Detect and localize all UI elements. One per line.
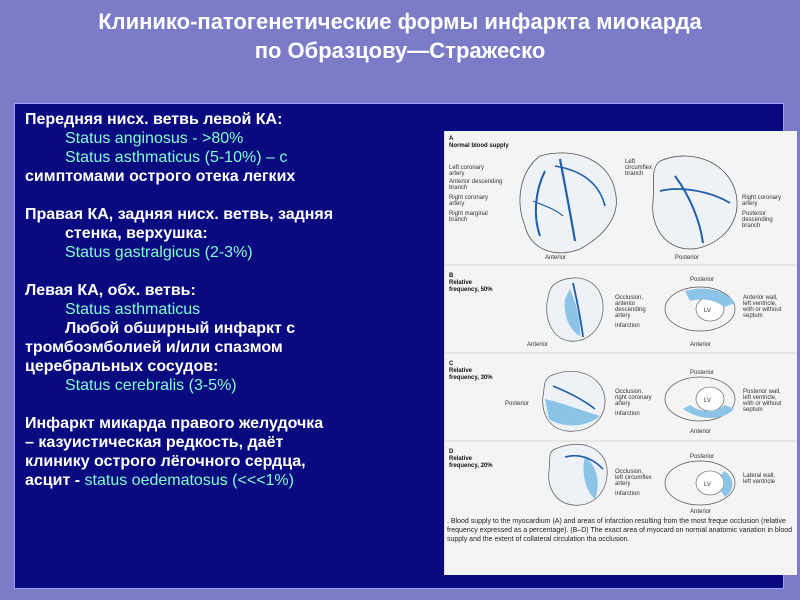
panel-a-letter: A (449, 136, 454, 142)
crosssection-d (665, 461, 735, 505)
label-a-1: Left coronary (449, 165, 485, 171)
label-b-anterior-2: Anterior (690, 342, 712, 348)
label-c-right-2: left ventricle, (743, 395, 777, 401)
label-d-anterior: Anterior (690, 509, 712, 515)
section-4-line-2: – казуистическая редкость, даёт (25, 434, 284, 451)
heart-d (549, 444, 608, 505)
label-a-6: artery (449, 201, 465, 207)
label-c-2: right coronary (615, 395, 652, 401)
content-panel (14, 103, 792, 589)
label-a-right-1: Right coronary (742, 195, 782, 201)
section-1-item-2: Status asthmaticus (5-10%) – с (65, 149, 288, 166)
section-3-item-1: Status asthmaticus (65, 301, 201, 318)
title-line-2: по Образцову—Стражеско (254, 38, 546, 63)
panel-d-letter: D (449, 449, 454, 455)
label-c-anterior: Anterior (690, 429, 712, 435)
section-3-item-last: Status cerebralis (3-5%) (65, 377, 237, 394)
label-c-infarction: Infarction (615, 411, 640, 417)
label-a-mid-3: branch (625, 171, 644, 177)
panel-c-letter: C (449, 361, 454, 367)
label-c-right-4: septum (743, 407, 763, 413)
label-c-lv: LV (704, 398, 711, 404)
label-b-1: Occlusion, (615, 295, 644, 301)
label-a-right-5: branch (742, 223, 761, 229)
label-a-7: Right marginal (449, 211, 488, 217)
title-line-1: Клинико-патогенетические формы инфаркта миокарда (98, 9, 702, 34)
label-d-1: Occlusion, (615, 469, 644, 475)
label-a-4: branch (449, 185, 468, 191)
section-3-continuation-2: церебральных сосудов: (25, 358, 219, 375)
label-c-posterior: Posterior (505, 401, 530, 407)
label-b-4: artery (615, 313, 631, 319)
section-4-line-3: клинику острого лёгочного сердца, (25, 453, 306, 470)
label-a-2: artery (449, 171, 465, 177)
slide-title (0, 0, 800, 70)
panel-b-title-2: frequency, 50% (449, 287, 493, 293)
label-a-mid-2: circumflex (625, 165, 653, 171)
label-a-right-2: artery (742, 201, 758, 207)
section-3-continuation-1: тромбоэмболией и/или спазмом (25, 339, 283, 356)
panel-b-title-1: Relative (449, 280, 473, 286)
heart-c (543, 371, 605, 431)
heart-anterior-view (520, 153, 616, 253)
section-4-line-1: Инфаркт микарда правого желудочка (25, 415, 324, 432)
section-1-continuation: симптомами острого отека легких (25, 168, 296, 185)
label-a-right-4: descending (742, 217, 773, 223)
section-2-heading-line-2: стенка, верхушка: (65, 225, 208, 242)
section-2-heading-line-1: Правая КА, задняя нисх. ветвь, задняя (25, 206, 334, 223)
label-b-2: anterior (615, 301, 636, 307)
crosssection-b (665, 287, 735, 331)
figure-caption: . Blood supply to the myocardium (A) and areas of infarction resulting from the most freque occlusion (relative frequency expressed as a percentage). (B–D) The exact area of myocard on normal anatomic variation in blood supply and the extent of collateral circulation tha occlusion. (447, 518, 792, 543)
label-c-right-3: with or without (743, 401, 782, 407)
label-b-right-4: septum (743, 313, 763, 319)
label-d-posterior: Posterior (690, 454, 715, 460)
label-d-right-1: Lateral wall, (743, 473, 776, 479)
label-d-lv: LV (704, 482, 711, 488)
label-b-infarction: Infarction (615, 323, 640, 329)
section-3-heading: Левая КА, обх. ветвь: (25, 282, 196, 299)
text-column (25, 110, 425, 490)
label-a-5: Right coronary (449, 195, 489, 201)
label-a-3: Anterior descending (449, 179, 503, 185)
label-d-right-2: left ventricle (743, 479, 776, 485)
heart-b (547, 278, 603, 341)
panel-c-title-1: Relative (449, 368, 473, 374)
label-c-3: artery (615, 401, 631, 407)
section-1-item-1: Status anginosus - >80% (65, 130, 244, 147)
label-c-posterior-2: Posterior (690, 370, 715, 376)
anatomy-figure (444, 131, 797, 575)
label-d-2: left circumflex (615, 475, 652, 481)
label-b-right-2: left ventricle, (743, 301, 777, 307)
panel-d-title-2: frequency, 20% (449, 463, 493, 469)
label-a-right-3: Posterior (742, 211, 767, 217)
section-4-line-4-prefix: асцит - (25, 472, 85, 489)
label-b-lv: LV (704, 308, 711, 314)
anatomy-illustration (445, 131, 797, 575)
label-a-posterior: Posterior (675, 255, 700, 261)
label-b-3: descending (615, 307, 646, 313)
label-d-infarction: Infarction (615, 491, 640, 497)
section-4-line-4 (25, 471, 425, 490)
label-b-right-1: Anterior wall, (743, 295, 778, 301)
section-1-heading: Передняя нисх. ветвь левой КА: (25, 111, 283, 128)
section-3-item-2: Любой обширный инфаркт с (65, 320, 296, 337)
label-b-right-3: with or without (743, 307, 782, 313)
heart-posterior-view (653, 156, 737, 249)
label-c-right-1: Posterior wall, (743, 389, 781, 395)
label-b-posterior: Posterior (690, 277, 715, 283)
panel-d-title-1: Relative (449, 456, 473, 462)
label-c-1: Occlusion, (615, 389, 644, 395)
crosssection-c (665, 377, 735, 421)
panel-c-title-2: frequency, 30% (449, 375, 493, 381)
label-b-anterior: Anterior (527, 342, 549, 348)
label-a-mid-1: Left (625, 159, 636, 165)
panel-b-letter: B (449, 273, 454, 279)
label-d-3: artery (615, 481, 631, 487)
section-2-item-1: Status gastralgicus (2-3%) (65, 244, 253, 261)
section-4-line-4-highlight: status oedematosus (<<<1%) (84, 472, 294, 489)
label-a-anterior: Anterior (545, 255, 567, 261)
panel-a-title: Normal blood supply (449, 143, 509, 149)
label-a-8: branch (449, 217, 468, 223)
